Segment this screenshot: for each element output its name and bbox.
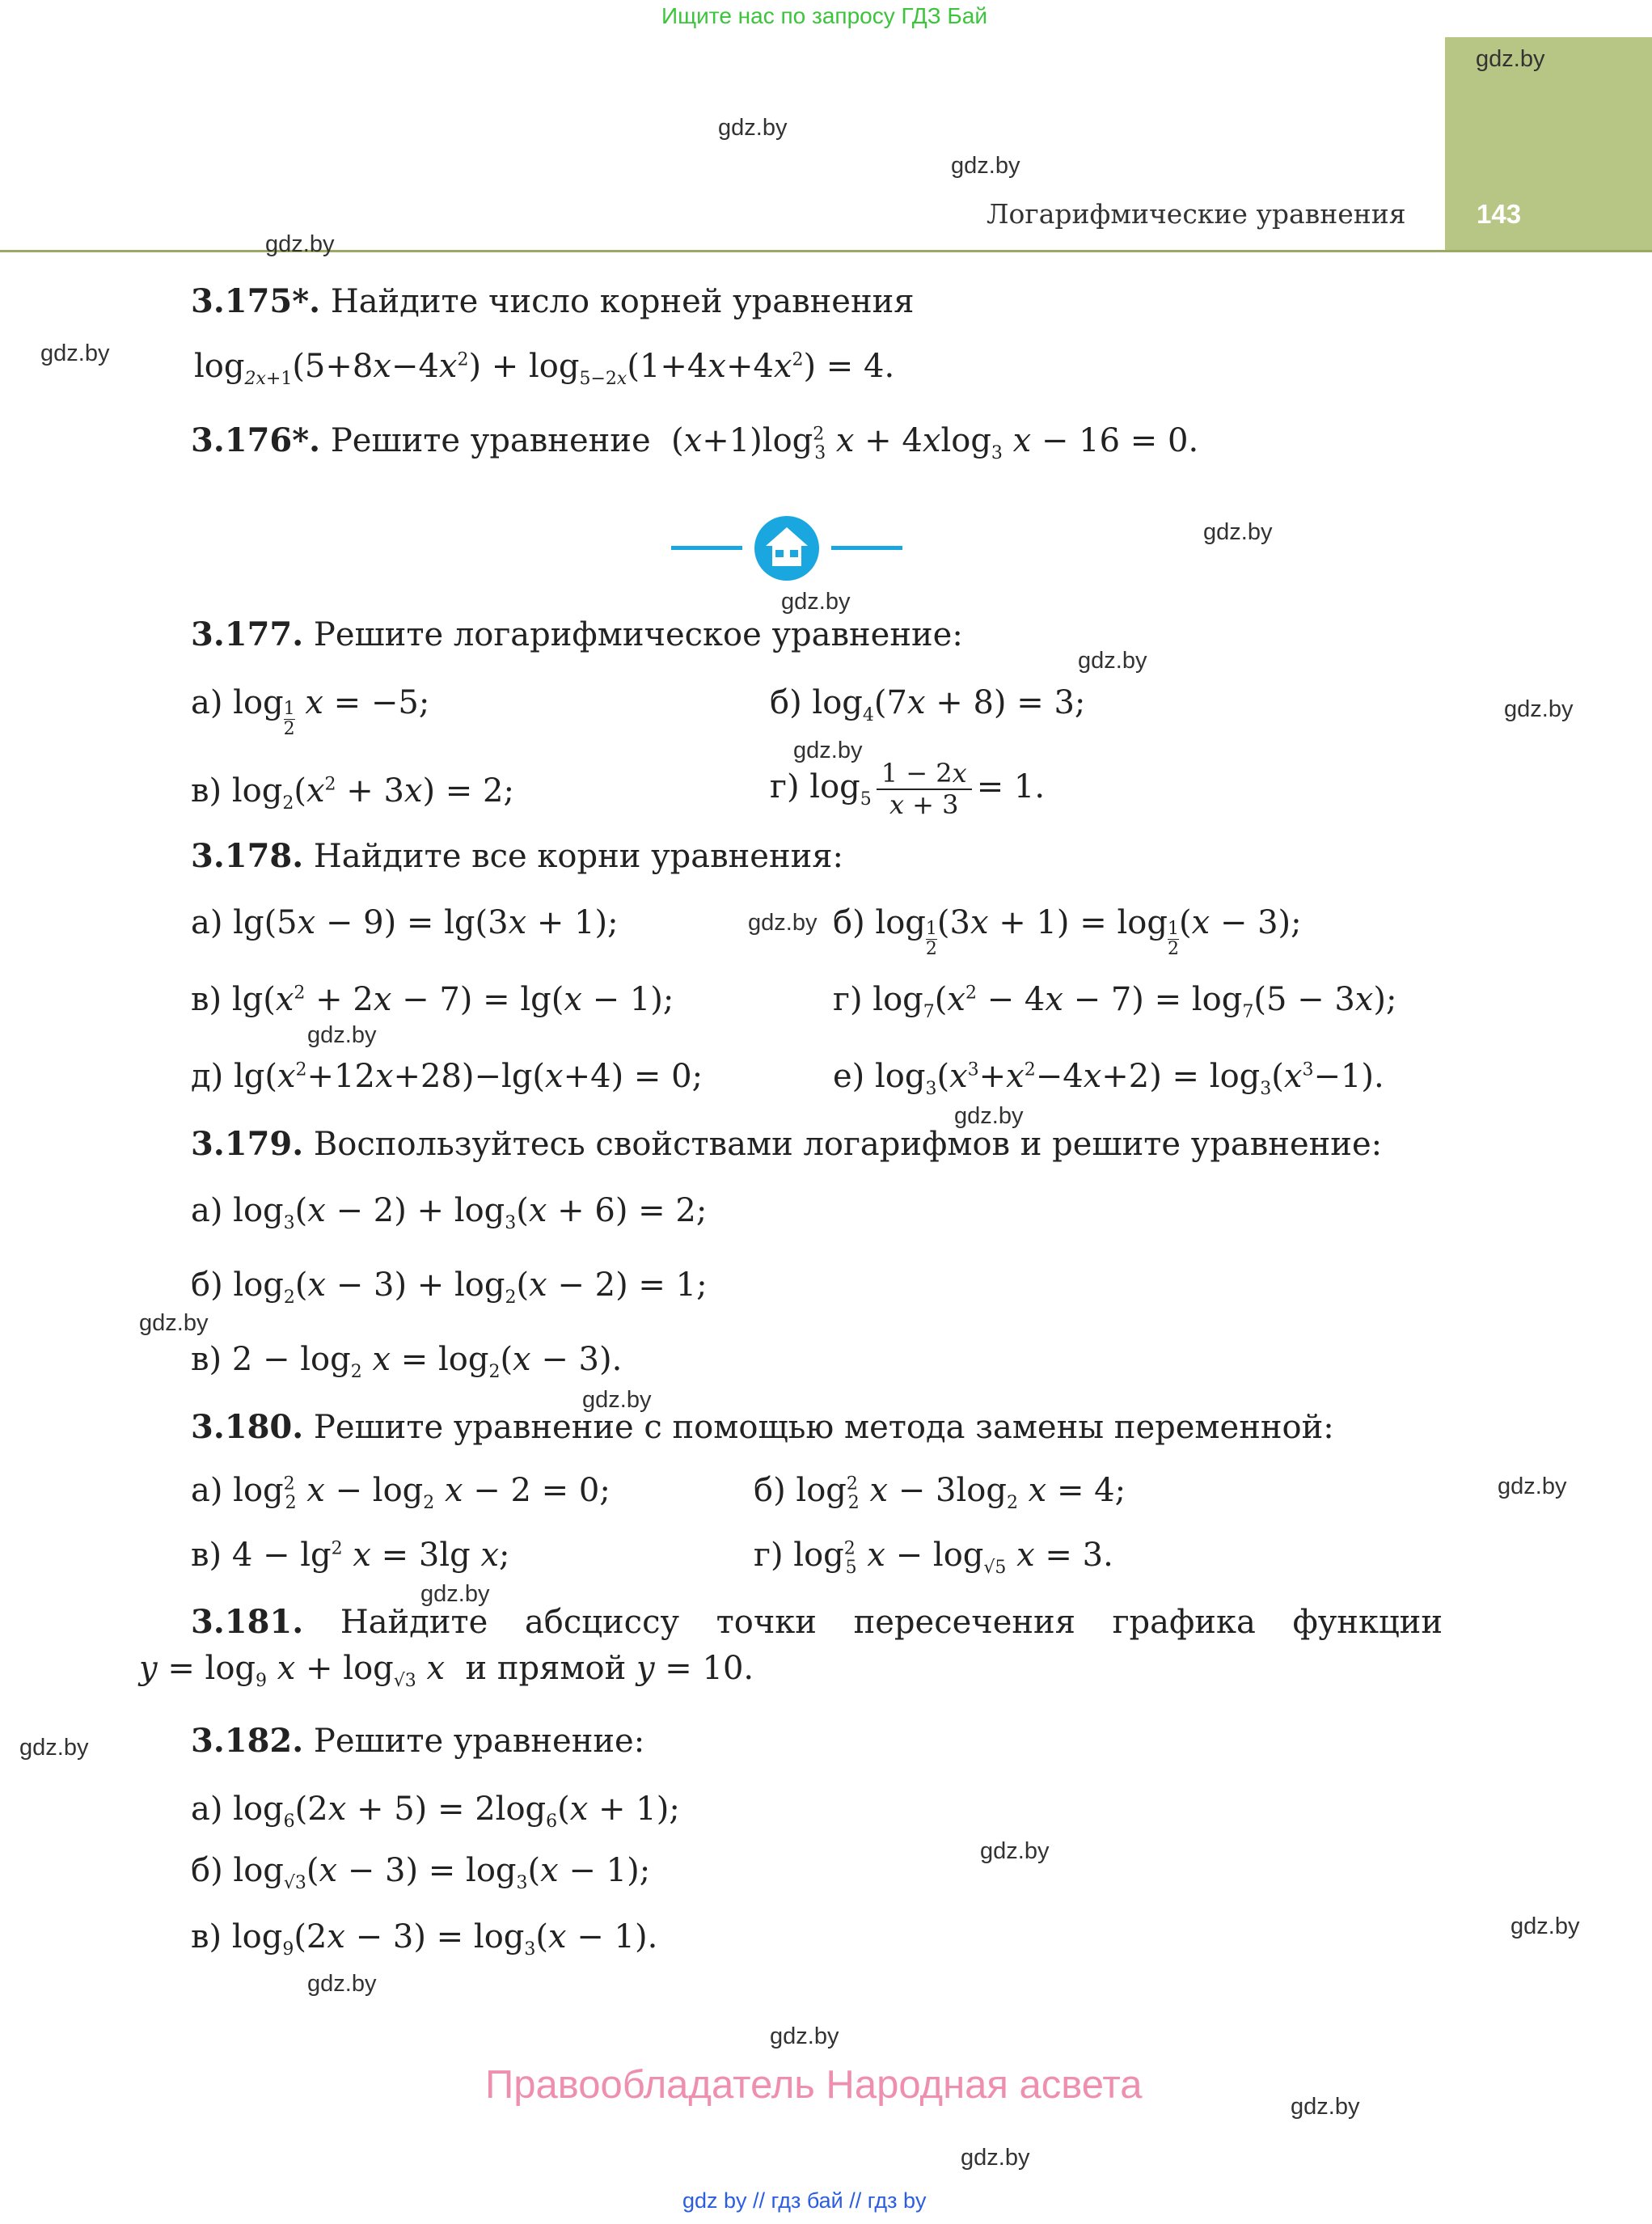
watermark: gdz.by: [307, 1022, 377, 1048]
watermark: gdz.by: [951, 153, 1020, 179]
problem-3-180-v: в) $4 - \lg^2 x = 3\lg$ x;: [191, 1537, 510, 1574]
problem-3-182-v: в) $\log_9(2x - 3) = \log_3(x - 1)$.: [191, 1918, 658, 1960]
problem-3-179-b: б) $\log_2(x - 3) + \log_2(x - 2) = 1$;: [191, 1266, 708, 1308]
problem-3-178-heading: 3.178. Найдите все корни уравнения:: [191, 837, 844, 875]
watermark: gdz.by: [40, 340, 110, 366]
problem-3-178-v: в) $\lg(x^2 + 2x - 7) = \lg(x - 1)$;: [191, 981, 674, 1018]
problem-3-180-g: г) $\log^2_5 x - \log_{√5} x = 3$.: [754, 1537, 1113, 1578]
problem-3-177-heading: 3.177. Решите логарифмическое уравнение:: [191, 615, 963, 653]
problem-3-178-d: д) $\lg(x^2+12x+28)-\lg(x+4) = 0$;: [191, 1058, 703, 1095]
problem-3-178-e: е) $\log_3(x^3+x^2-4x+2) = \log_3(x^3-1)$.: [833, 1058, 1384, 1099]
top-search-note: Ищите нас по запросу ГДЗ Бай: [661, 3, 988, 28]
watermark: gdz.by: [718, 115, 788, 141]
bottom-links[interactable]: gdz by // гдз бай // гдз by: [682, 2188, 927, 2213]
copyright-notice: Правообладатель Народная асвета: [485, 2063, 1143, 2107]
problem-3-177-a: а) log $\frac{1}{2}$ x = −5;: [191, 684, 430, 739]
problem-3-180-b: б) $\log^2_2 x - 3\log_2$ x = 4;: [754, 1472, 1126, 1513]
problem-3-176: 3.176*. Решите уравнение $(x+1)\log^2_3$ x + 4xlog$_3$ x − 16 = 0.: [191, 421, 1199, 463]
problem-3-175-heading: 3.175*. Найдите число корней уравнения: [191, 282, 915, 320]
watermark: gdz.by: [1291, 2094, 1360, 2120]
problem-3-179-v: в) $2 - \log_2 x = \log_2(x - 3)$.: [191, 1341, 623, 1382]
watermark: gdz.by: [1510, 1913, 1580, 1939]
divider-line-left: [671, 546, 742, 550]
problem-3-177-b: б) $\log_4(7x + 8) = 3$;: [770, 684, 1086, 725]
problem-3-177-g: г) $\log_5$ $\frac{1 - 2x}{x + 3}$ = 1.: [770, 758, 1046, 820]
problem-3-178-g: г) $\log_7(x^2 - 4x - 7) = \log_7(5 - 3x)$;: [833, 981, 1397, 1022]
watermark: gdz.by: [954, 1103, 1024, 1129]
watermark: gdz.by: [1504, 696, 1574, 722]
watermark: gdz.by: [980, 1838, 1050, 1864]
problem-3-181-heading: 3.181. Найдите абсциссу точки пересечения графика функции: [191, 1603, 1443, 1641]
problem-3-178-a: а) lg(5x − 9) = lg(3x + 1);: [191, 904, 619, 941]
problem-3-182-a: а) $\log_6(2x + 5) = 2\log_6(x + 1)$;: [191, 1791, 680, 1832]
watermark: gdz.by: [1498, 1474, 1567, 1499]
watermark: gdz.by: [307, 1971, 377, 1997]
divider-line-right: [831, 546, 902, 550]
watermark: gdz.by: [420, 1581, 490, 1607]
watermark: gdz.by: [1078, 648, 1147, 674]
problem-3-177-v: в) $\log_2(x^2 + 3x) = 2$;: [191, 772, 514, 814]
watermark: gdz.by: [961, 2145, 1030, 2171]
problem-3-179-a: а) $\log_3(x - 2) + \log_3(x + 6) = 2$;: [191, 1192, 708, 1233]
watermark: gdz.by: [265, 231, 335, 257]
watermark: gdz.by: [781, 589, 851, 615]
home-icon: [754, 516, 819, 581]
problem-3-179-heading: 3.179. Воспользуйтесь свойствами логарифмов и решите уравнение:: [191, 1125, 1383, 1163]
running-title: Логарифмические уравнения: [987, 198, 1406, 230]
problem-3-181-equation: $y = \log_9 x + \log_{√3} x$ и прямой y = 10.: [139, 1650, 754, 1691]
watermark: gdz.by: [582, 1387, 652, 1413]
watermark: gdz.by: [770, 2023, 839, 2049]
watermark: gdz.by: [793, 738, 863, 763]
problem-3-182-heading: 3.182. Решите уравнение:: [191, 1722, 645, 1760]
watermark: gdz.by: [1476, 46, 1545, 72]
watermark: gdz.by: [1203, 519, 1273, 545]
watermark: gdz.by: [748, 910, 818, 936]
problem-3-180-heading: 3.180. Решите уравнение с помощью метода замены переменной:: [191, 1408, 1334, 1446]
page-number: 143: [1477, 199, 1522, 229]
problem-3-175-equation: $\log_{2x+1}(5+8x-4x^2) + \log_{5-2x}(1+4x+4x^2) = 4$.: [194, 348, 895, 389]
problem-3-182-b: б) $\log_{√3}(x - 3) = \log_3(x - 1)$;: [191, 1852, 651, 1893]
watermark: gdz.by: [139, 1310, 209, 1336]
problem-3-180-a: а) $\log^2_2 x - \log_2 x - 2 = 0$;: [191, 1472, 611, 1513]
header-rule: [0, 250, 1652, 252]
watermark: gdz.by: [19, 1735, 89, 1761]
problem-3-178-b: б) log $\frac{1}{2}$ (3x + 1) = log $\frac{1}{2}$ (x − 3);: [833, 904, 1302, 959]
